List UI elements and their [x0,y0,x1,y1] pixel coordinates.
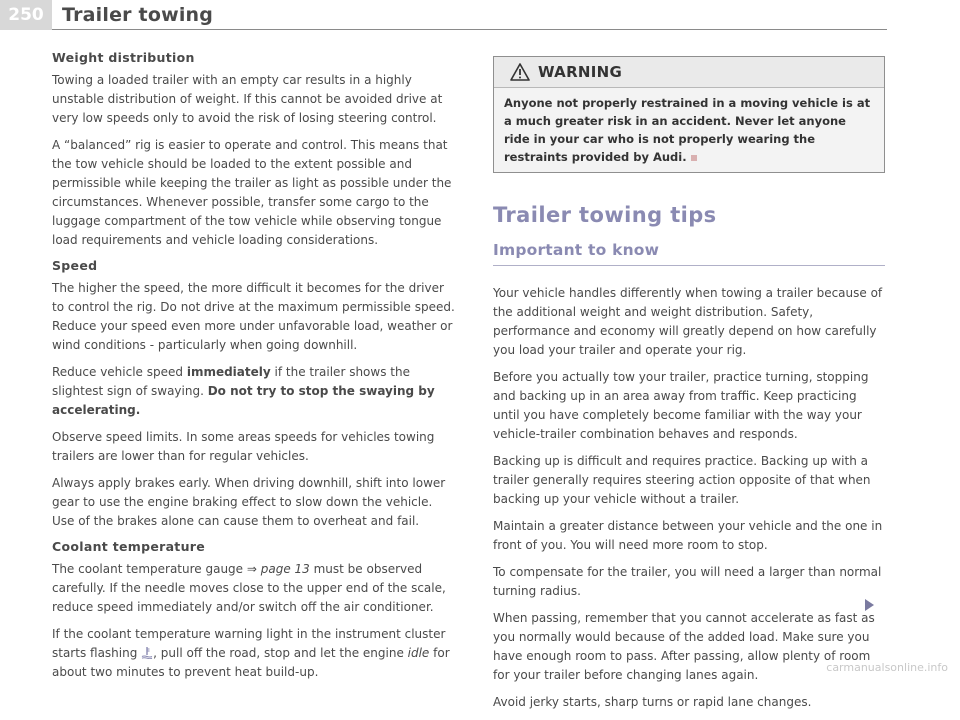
tips-paragraph-3: Backing up is difficult and requires practice. Backing up with a trailer generally requires steering action opposite of that when backing up your vehicle without a trailer. [493,454,871,506]
tips-paragraph-2: Before you actually tow your trailer, practice turning, stopping and backing up in an area away from traffic. Keep practicing until you have completely become familiar with the way your vehicle-trailer combination behaves and responds. [493,370,869,441]
page-number: 250 [8,5,44,25]
continue-arrow-icon [865,599,874,611]
weight-paragraph-2: A “balanced” rig is easier to operate and control. This means that the tow vehicle should be loaded to the extent possible and permissible while keeping the trailer as light as possible under the circumstances. Whenever possible, transfer some cargo to the luggage compartment of the tow vehicle while observing tongue load requirements and vehicle loading considerations. [52,138,452,247]
speed-heading: Speed [52,258,98,273]
coolant-p2-text-c: for about two minutes to prevent heat build-up. [52,646,450,679]
speed-paragraph-3: Observe speed limits. In some areas speeds for vehicles towing trailers are lower than for regular vehicles. [52,430,435,463]
coolant-p1-text-a: The coolant temperature gauge [52,562,247,576]
warning-text [494,88,884,172]
tips-paragraph-4: Maintain a greater distance between your vehicle and the one in front of you. You will need more room to stop. [493,519,883,552]
idle-emphasis: idle [407,646,430,660]
tips-paragraph-6: When passing, remember that you cannot accelerate as fast as you normally would because of the added load. Make sure you have enough room to pass. After passing, allow plenty of room for your trailer before changing lanes again. [493,611,875,682]
page-title: Trailer towing [62,4,214,26]
section-title: Trailer towing tips [493,203,717,227]
speed-paragraph-4: Always apply brakes early. When driving downhill, shift into lower gear to use the engine braking effect to slow down the vehicle. Use of the brakes alone can cause them to overheat and fail. [52,476,446,528]
tips-paragraph-5: To compensate for the trailer, you will need a larger than normal turning radius. [493,565,882,598]
subsection-title: Important to know [493,241,660,259]
speed-p2-emphasis: immediately [186,365,271,379]
coolant-p1-text-b: must be observed carefully. If the needle moves close to the upper end of the scale, reduce speed immediately and/or switch off the air conditioner. [52,562,446,614]
coolant-warning-light-icon [141,646,153,660]
tips-paragraph-1: Your vehicle handles differently when towing a trailer because of the additional weight and weight distribution. Safety, performance and economy will greatly depend on how carefully you load your trailer and operate your rig. [493,286,883,357]
warning-body-text: Anyone not properly restrained in a moving vehicle is at a much greater risk in an accident. Never let anyone ride in your car who is not properly wearing the restraints provided by Audi. [504,96,871,164]
page-number-tab [0,0,52,30]
coolant-p2-text-a: If the coolant temperature warning light in the instrument cluster starts flashing [52,627,446,660]
speed-p2-text-a: Reduce vehicle speed [52,365,187,379]
warning-label: WARNING [538,63,623,81]
warning-triangle-icon [510,63,530,81]
watermark: carmanualsonline.info [826,661,948,674]
left-column [52,50,457,690]
end-of-section-marker [691,155,697,161]
header-divider [52,29,887,30]
coolant-p2-text-b: , pull off the road, stop and let the engine [153,646,408,660]
right-column [493,56,885,720]
speed-p2-bold-warning: Do not try to stop the swaying by accelerating. [52,384,435,417]
warning-box [493,56,885,173]
weight-paragraph-1: Towing a loaded trailer with an empty car results in a highly unstable distribution of weight. If this cannot be avoided drive at very low speeds only to avoid the risk of losing steering control. [52,73,443,125]
speed-paragraph-1: The higher the speed, the more difficult it becomes for the driver to control the rig. Do not drive at the maximum permissible speed. Reduce your speed even more under unfavorable load, weather or wind conditions - particularly when going downhill. [52,281,455,352]
tips-paragraph-7: Avoid jerky starts, sharp turns or rapid lane changes. [493,695,812,709]
warning-header [494,57,884,88]
weight-distribution-heading: Weight distribution [52,50,195,65]
speed-paragraph-2 [52,363,457,420]
coolant-paragraph-1 [52,560,457,617]
subsection-divider [493,265,885,266]
speed-p2-text-c: if the trailer shows the slightest sign of swaying. [52,365,410,398]
coolant-paragraph-2 [52,625,457,682]
coolant-heading: Coolant temperature [52,539,206,554]
page-reference-link[interactable]: ⇒ page 13 [246,562,310,576]
